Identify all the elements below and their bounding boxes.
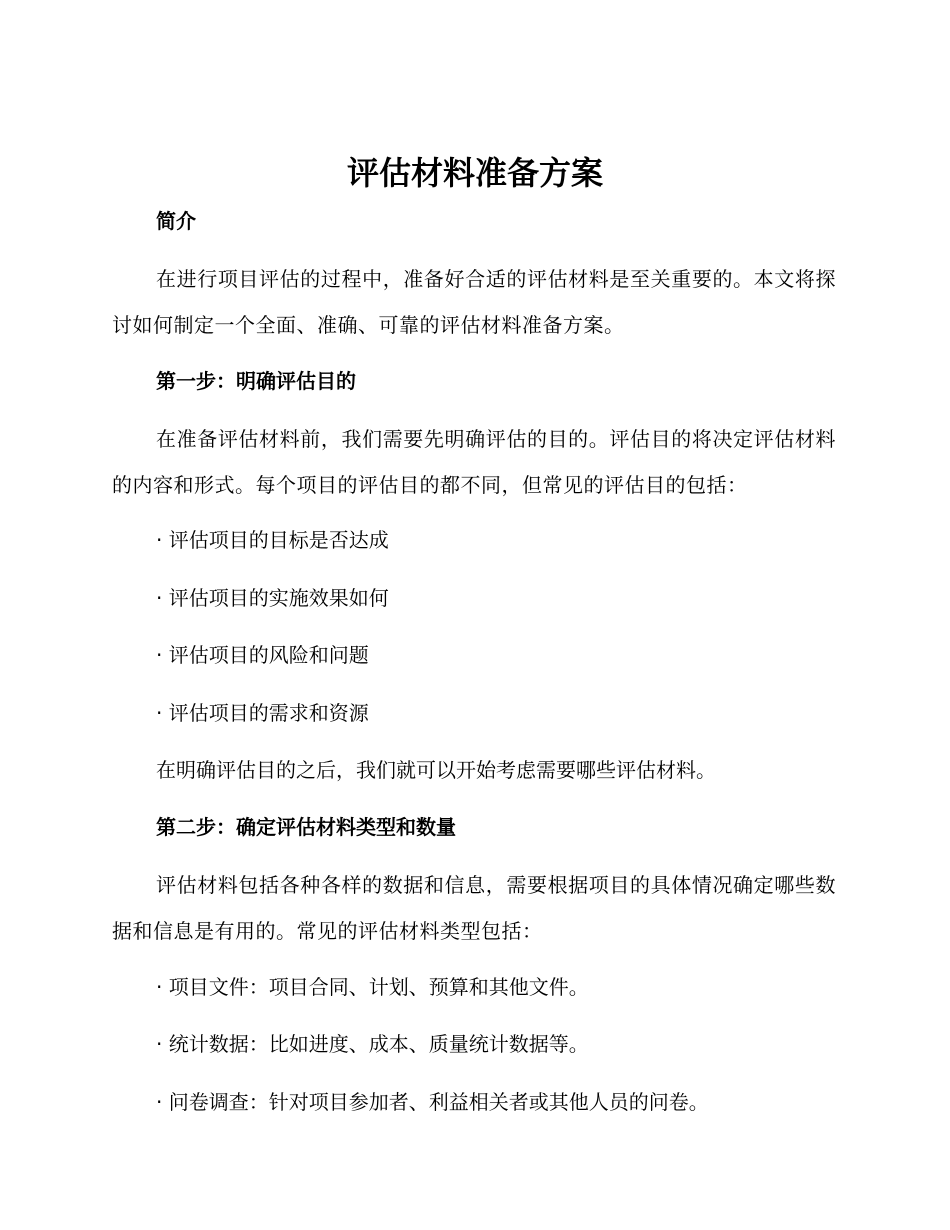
list-item: · 评估项目的风险和问题 [156, 643, 369, 667]
list-item: · 统计数据：比如进度、成本、质量统计数据等。 [156, 1032, 589, 1056]
document-title: 评估材料准备方案 [346, 154, 603, 192]
list-item: · 评估项目的需求和资源 [156, 701, 369, 725]
step1-conclusion: 在明确评估目的之后，我们就可以开始考虑需要哪些评估材料。 [156, 758, 716, 782]
section-heading-step1: 第一步：明确评估目的 [156, 369, 356, 393]
list-item: · 问卷调查：针对项目参加者、利益相关者或其他人员的问卷。 [156, 1090, 709, 1114]
section-heading-intro: 简介 [156, 209, 196, 233]
list-item: · 评估项目的实施效果如何 [156, 586, 389, 610]
section-heading-step2: 第二步：确定评估材料类型和数量 [156, 815, 456, 839]
list-item: · 项目文件：项目合同、计划、预算和其他文件。 [156, 975, 589, 999]
intro-paragraph: 在进行项目评估的过程中，准备好合适的评估材料是至关重要的。本文将探讨如何制定一个全面、准确、可靠的评估材料准备方案。 [112, 267, 836, 337]
step2-paragraph: 评估材料包括各种各样的数据和信息，需要根据项目的具体情况确定哪些数据和信息是有用的。常见的评估材料类型包括： [112, 873, 836, 943]
step1-paragraph: 在准备评估材料前，我们需要先明确评估的目的。评估目的将决定评估材料的内容和形式。每个项目的评估目的都不同，但常见的评估目的包括： [112, 427, 836, 497]
list-item: · 评估项目的目标是否达成 [156, 528, 389, 552]
